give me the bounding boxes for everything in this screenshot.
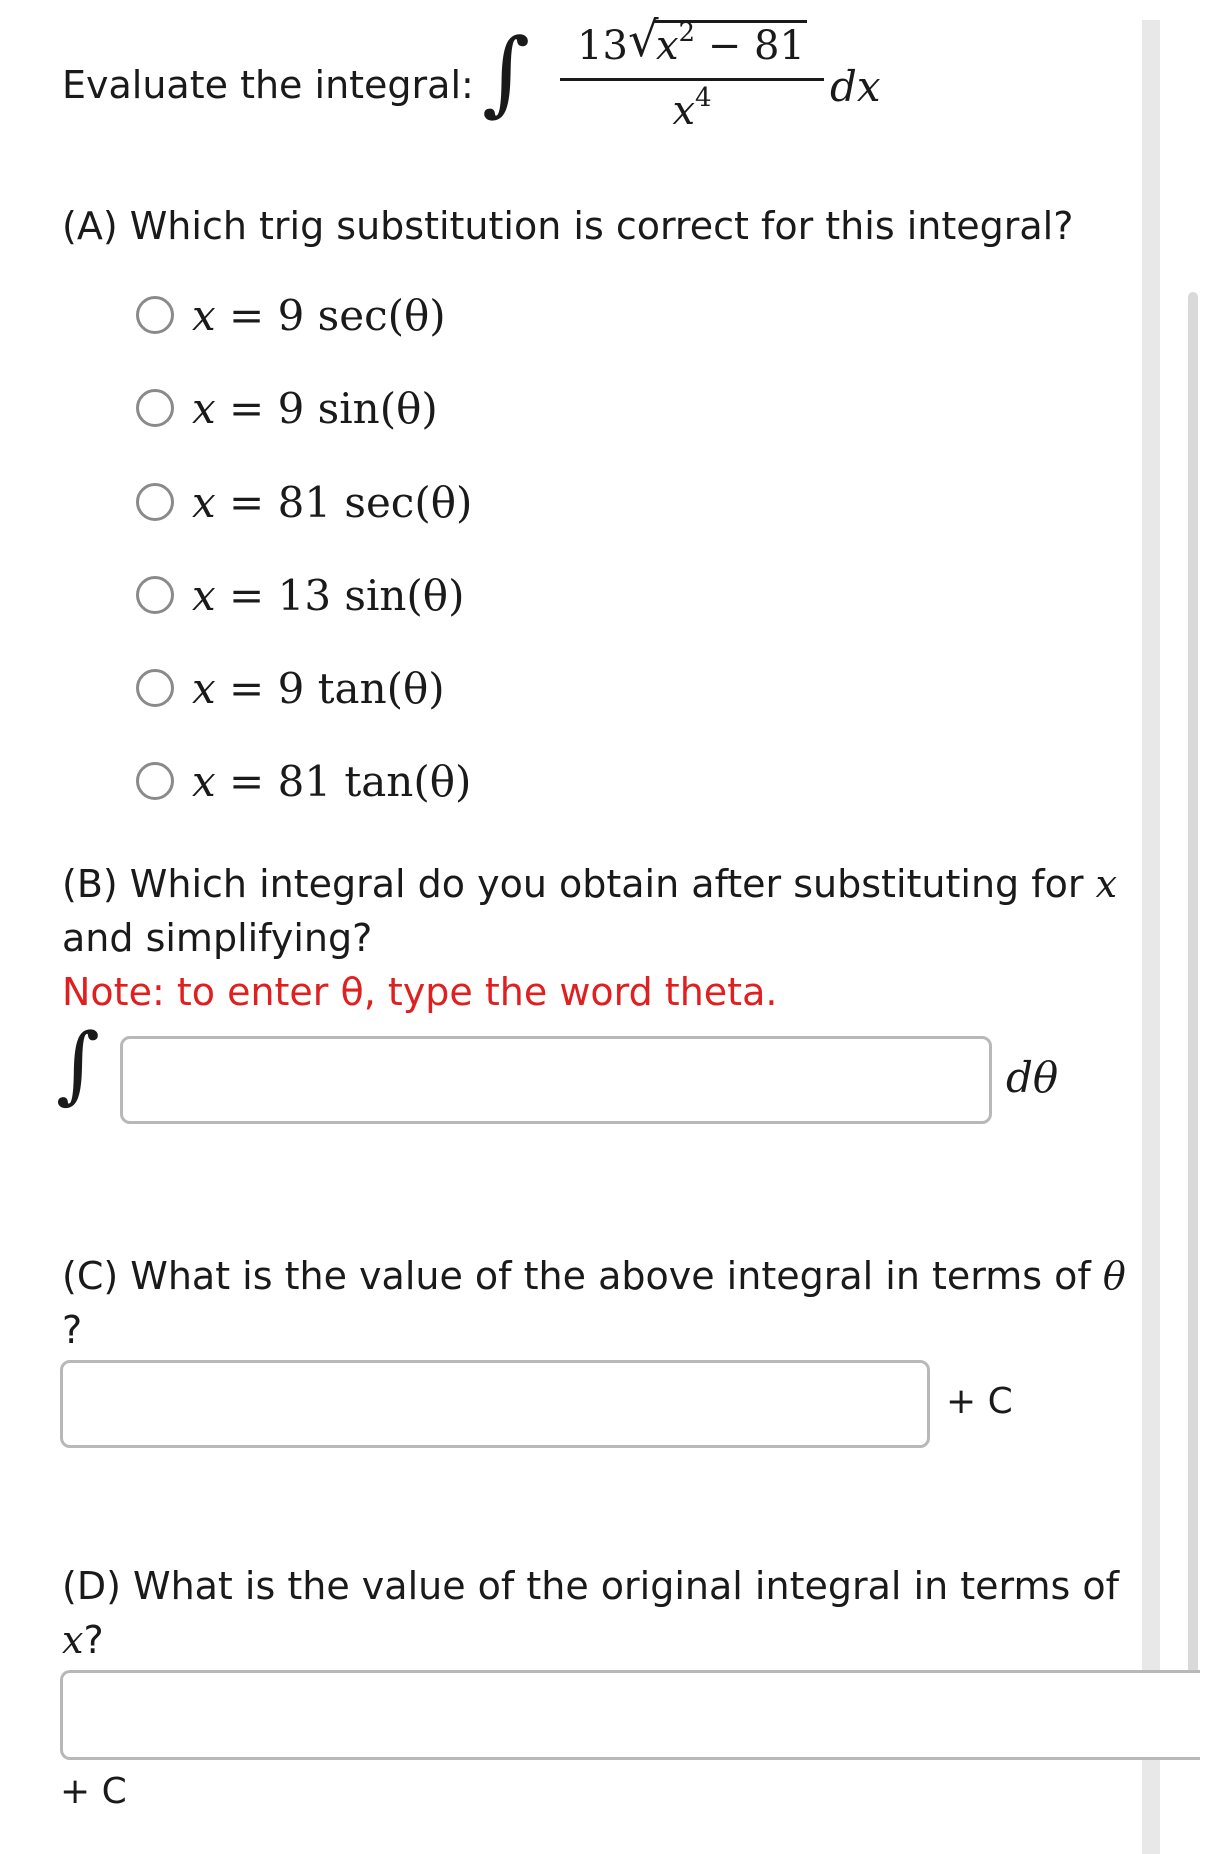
- option-9-sin[interactable]: x = 9 sin(θ): [136, 380, 438, 436]
- prompt-label: Evaluate the integral:: [62, 63, 474, 107]
- part-d-question-line1: (D) What is the value of the original integral in terms of: [62, 1564, 1119, 1608]
- part-d-question-mark: ?: [83, 1618, 104, 1662]
- page-scrollbar-thumb[interactable]: [1188, 292, 1198, 1714]
- part-c-question-line1: [62, 1254, 1126, 1300]
- option-lhs: x: [192, 477, 216, 527]
- option-rhs: 9 tan(θ): [277, 663, 445, 713]
- option-rhs: 9 sin(θ): [277, 383, 438, 433]
- part-b-note: Note: to enter θ, type the word theta.: [62, 970, 778, 1014]
- option-lhs: x: [192, 570, 216, 620]
- radio-button[interactable]: [136, 576, 174, 614]
- integrand-numerator: [560, 12, 824, 72]
- option-13-sin[interactable]: x = 13 sin(θ): [136, 567, 464, 623]
- page-scroll-track[interactable]: [1142, 20, 1160, 1854]
- denominator-exponent: 4: [695, 82, 712, 113]
- part-d-answer-input[interactable]: [60, 1670, 1200, 1760]
- option-81-sec[interactable]: x = 81 sec(θ): [136, 474, 472, 530]
- part-d-plus-c: + C: [60, 1771, 127, 1812]
- part-a-question: (A) Which trig substitution is correct for this integral?: [62, 204, 1074, 248]
- option-81-tan[interactable]: x = 81 tan(θ): [136, 753, 471, 809]
- option-lhs: x: [192, 383, 216, 433]
- option-9-sec[interactable]: x = 9 sec(θ): [136, 287, 446, 343]
- option-lhs: x: [192, 290, 216, 340]
- fraction-bar: [560, 78, 824, 81]
- integrand-denominator: [560, 82, 824, 137]
- integrand-fraction: [560, 12, 824, 137]
- radicand-exponent: 2: [678, 17, 696, 48]
- part-c-question-line2: ?: [62, 1308, 83, 1352]
- radio-button[interactable]: [136, 389, 174, 427]
- part-d-question-line2: [62, 1618, 104, 1664]
- option-rhs: 9 sec(θ): [277, 290, 446, 340]
- radio-button[interactable]: [136, 296, 174, 334]
- option-lhs: x: [192, 663, 216, 713]
- part-b-question-line1: [62, 862, 1117, 908]
- radicand-constant: − 81: [707, 23, 805, 69]
- radio-button[interactable]: [136, 762, 174, 800]
- option-9-tan[interactable]: x = 9 tan(θ): [136, 660, 445, 716]
- part-b-question-line2: and simplifying?: [62, 916, 373, 960]
- radio-button[interactable]: [136, 483, 174, 521]
- radicand-variable: x: [655, 23, 679, 69]
- prompt-differential: dx: [830, 62, 881, 111]
- part-b-answer-input[interactable]: [120, 1036, 992, 1124]
- part-b-question-variable: x: [1095, 862, 1118, 906]
- part-b-question-text: (B) Which integral do you obtain after substituting for: [62, 862, 1084, 906]
- part-c-question-variable: θ: [1102, 1254, 1126, 1298]
- option-rhs: 13 sin(θ): [277, 570, 465, 620]
- part-d-question-variable: x: [62, 1618, 84, 1662]
- integral-sign: ∫: [482, 19, 530, 126]
- denominator-variable: x: [672, 88, 695, 134]
- part-c-plus-c: + C: [946, 1381, 1013, 1422]
- option-rhs: 81 tan(θ): [277, 756, 472, 806]
- radio-button[interactable]: [136, 669, 174, 707]
- option-lhs: x: [192, 756, 216, 806]
- square-root: √ $x^2 - 81$: [627, 12, 805, 69]
- numerator-coefficient: 13: [577, 23, 628, 69]
- option-rhs: 81 sec(θ): [277, 477, 473, 527]
- part-b-differential: dθ: [1006, 1053, 1059, 1102]
- part-c-answer-input[interactable]: [60, 1360, 930, 1448]
- part-b-integral-sign: ∫: [56, 1015, 100, 1113]
- part-c-question-text: (C) What is the value of the above integral in terms of: [62, 1254, 1091, 1298]
